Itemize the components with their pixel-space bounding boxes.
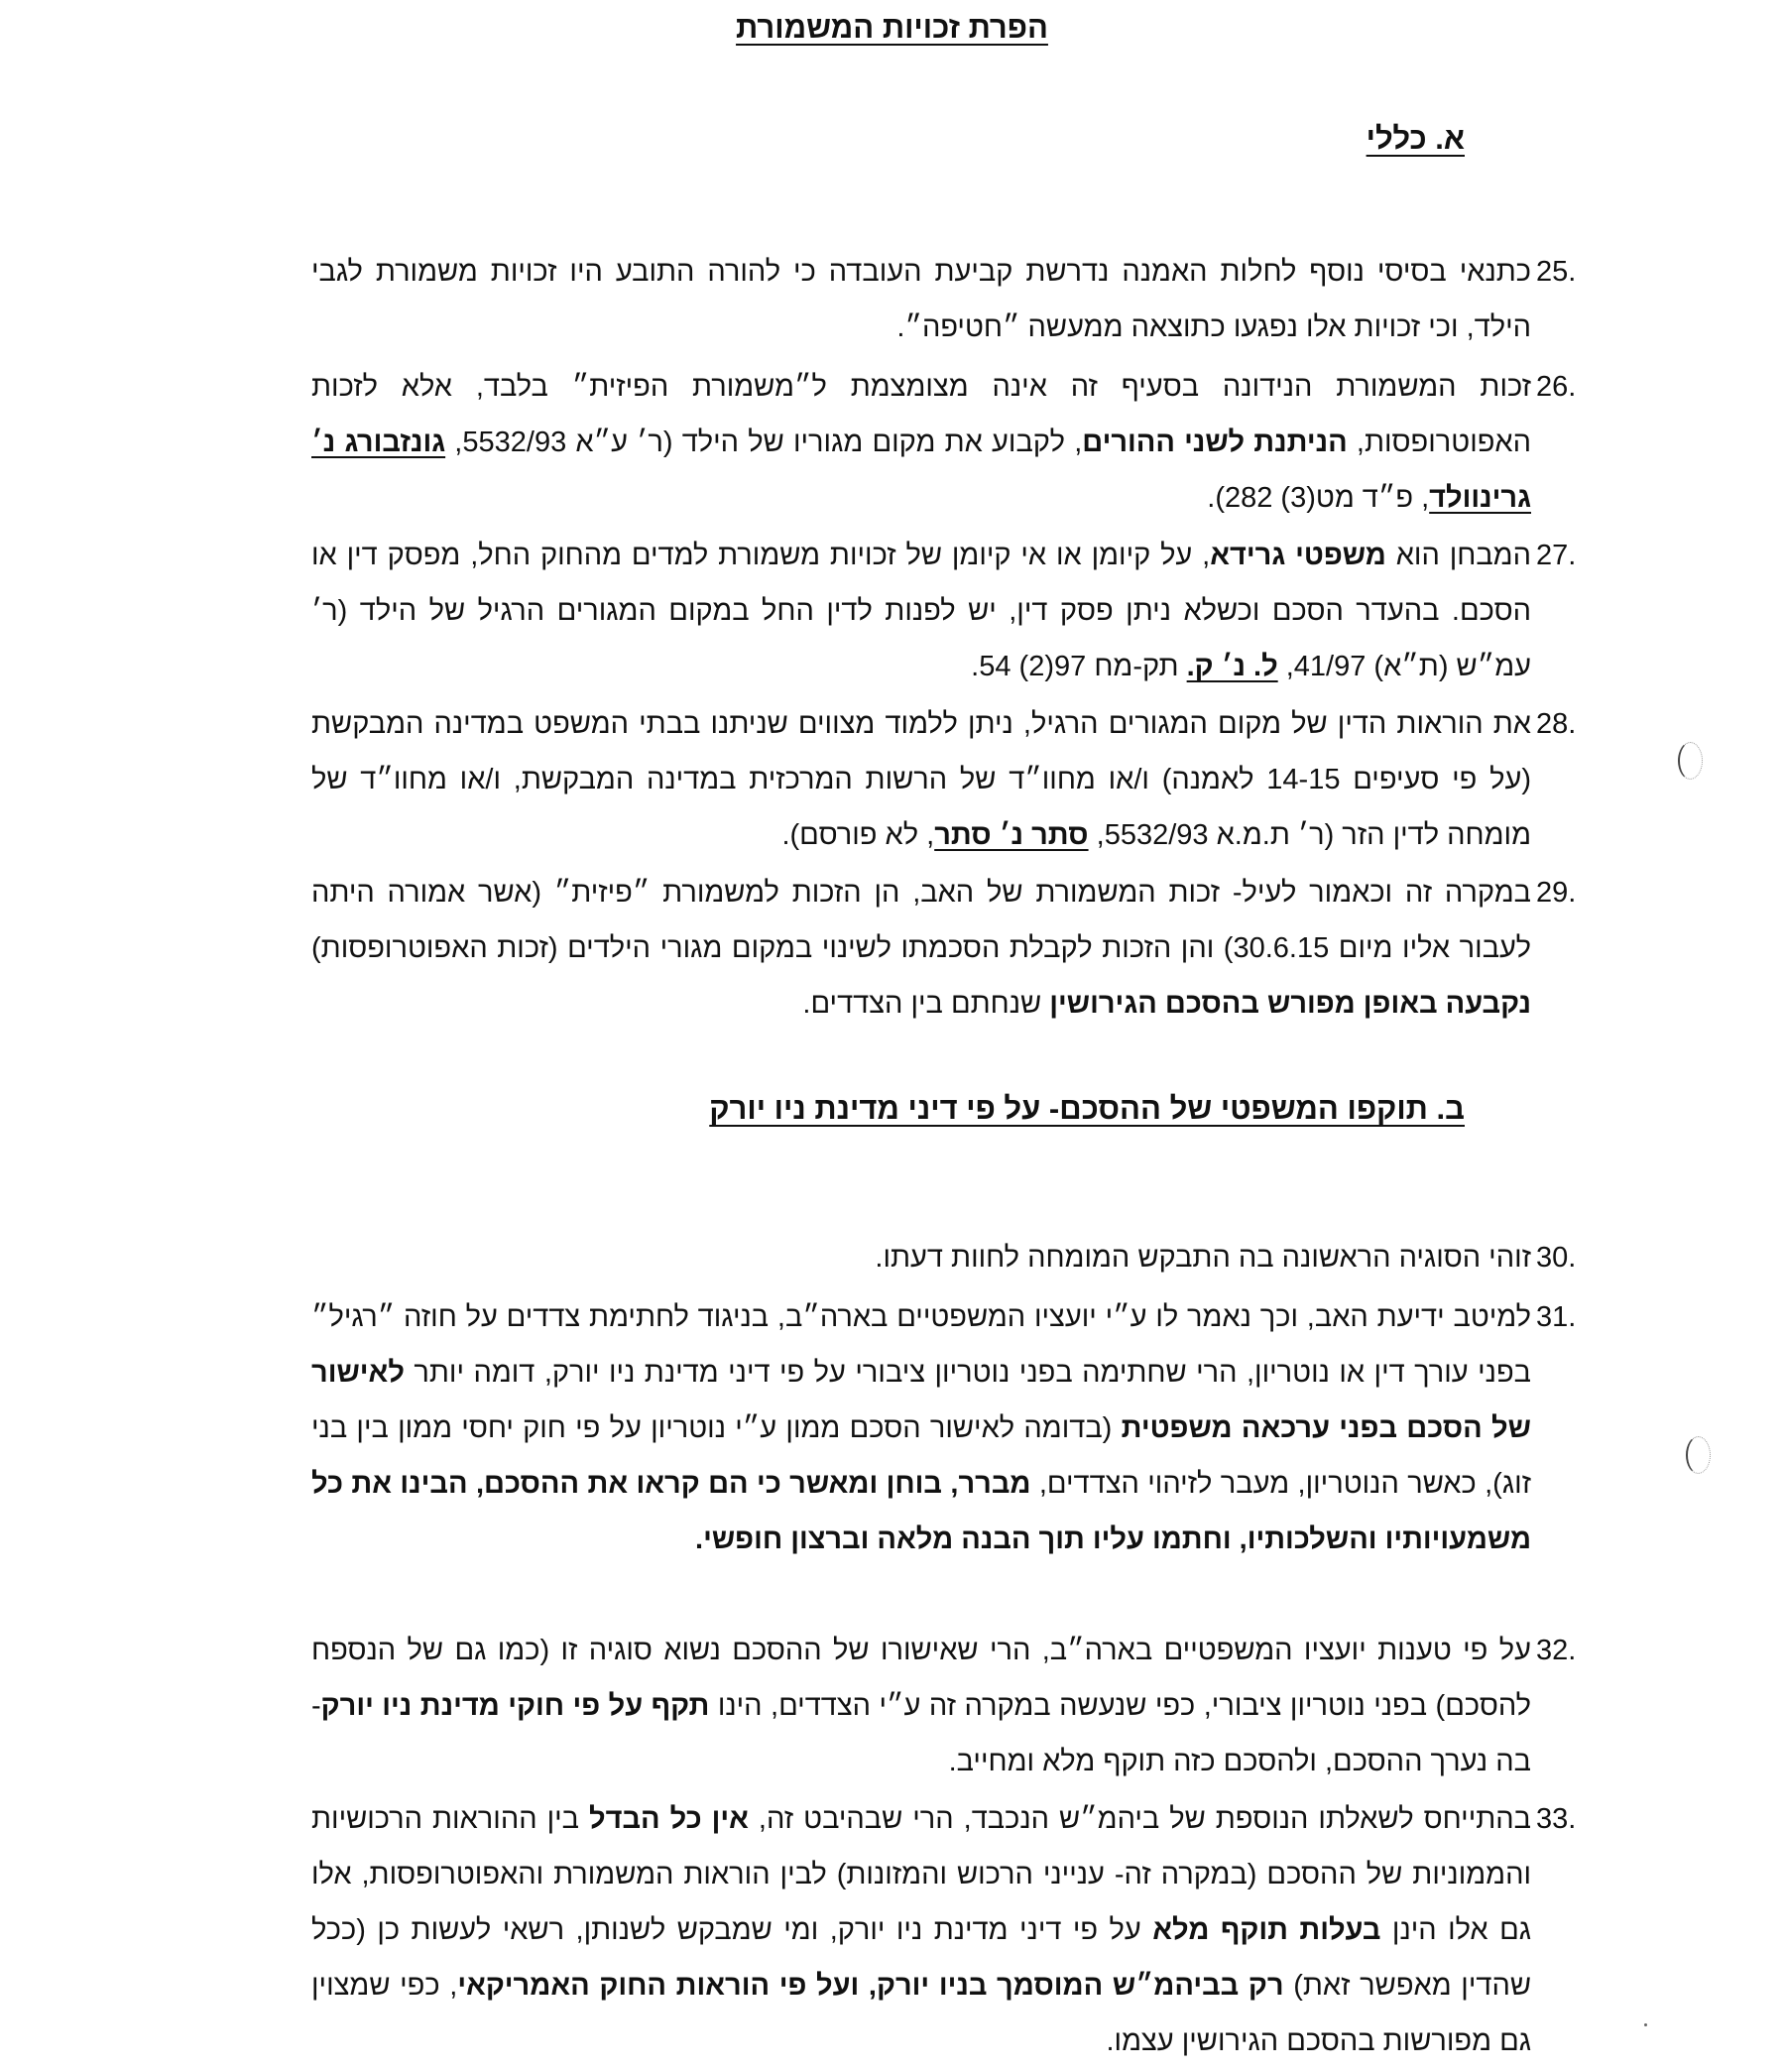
text-run: כתנאי בסיסי נוסף לחלות האמנה נדרשת קביעת העובדה כי להורה התובע היו זכויות משמורת לגבי הילד, וכי זכויות אלו נפגעו כתוצאה ממעשה ״חטיפה״. [311,256,1531,343]
paragraph-text [311,1791,1531,2069]
text-run: על פי דיני מדינת ניו יורק, ומי שמבקש לשנותן, רשאי לעשות כן (ככל שהדין מאפשר זאת) [311,1914,1531,2002]
case-citation: סתר נ׳ סתר [934,819,1089,851]
paragraph-29 [311,865,1577,1032]
paragraph-number: 29. [1536,877,1577,909]
paragraph-text [311,528,1531,694]
text-run: - בה נערך ההסכם, ולהסכם כזה תוקף מלא ומחייב. [311,1690,1531,1777]
paragraph-text [311,1623,1531,1789]
paragraph-28 [311,696,1577,863]
paragraph-text [311,1230,1531,1285]
text-run: בהתייחס לשאלתו הנוספת של ביהמ״ש הנכבד, הרי שבהיבט זה, [748,1803,1531,1835]
emphasized-text: הניתנת לשני ההורים [1082,427,1348,458]
section-heading-legal-validity: ב. תוקפו המשפטי של ההסכם- על פי דיני מדינת ניו יורק [709,1091,1465,1126]
emphasized-text: אין כל הבדל [588,1803,749,1835]
document-title: הפרת זכויות המשמורת [736,10,1048,45]
emphasized-text: משפטי גרידא [1210,540,1386,571]
scan-speck [1644,2023,1647,2026]
punch-hole-mark [1686,1436,1711,1474]
emphasized-text: לאישור של הסכם בפני ערכאה משפטית [311,1357,1531,1444]
text-run: למיטב ידיעת האב, וכך נאמר לו ע״י יועציו המשפטיים בארה״ב, בניגוד לחתימת צדדים על חוזה ״רגיל״ בפני עורך דין או נוטריון, הרי שחתימה בפני נוטריון ציבורי על פי דיני מדינת ניו יורק, דומה יותר [311,1301,1531,1389]
paragraph-number: 31. [1536,1301,1577,1333]
text-run: , פ״ד מט(3) 282). [1207,482,1430,514]
text-run: , על קיומן או אי קיומן של זכויות משמורת למדים מהחוק החל, מפסק דין או הסכם. בהעדר הסכם וכשלא ניתן פסק דין, יש לפנות לדין החל במקום המגורים הרגיל של הילד (ר׳ עמ״ש (ת״א) 41/97, [311,540,1531,682]
emphasized-text: בעלות תוקף מלא [1152,1914,1381,1946]
emphasized-text: תקף על פי חוקי מדינת ניו יורק [320,1690,710,1722]
text-run: שנחתם בין הצדדים. [802,988,1050,1020]
paragraph-26 [311,359,1577,526]
paragraph-text [311,359,1531,526]
paragraph-33 [311,1791,1577,2069]
emphasized-text: מברר, בוחן ומאשר כי הם קראו את ההסכם, הבינו את כל משמעויותיו והשלכותיו, וחתמו עליו תוך הבנה מלאה וברצון חופשי. [311,1468,1531,1555]
paragraph-number: 28. [1536,708,1577,740]
paragraph-27 [311,528,1577,694]
paragraph-text [311,244,1531,355]
paragraph-text [311,1289,1531,1567]
text-run: , כפי שמצוין גם מפורשות בהסכם הגירושין עצמו. [311,1970,1531,2057]
paragraph-31 [311,1289,1577,1567]
text-run: , לקבוע את מקום מגוריו של הילד (ר׳ ע״א 5532/93, [445,427,1083,458]
case-citation: ל. נ׳ ק. [1186,651,1278,682]
paragraph-30 [311,1230,1577,1285]
paragraph-25 [311,244,1577,355]
paragraph-text [311,696,1531,863]
paragraph-number: 27. [1536,540,1577,571]
paragraph-number: 33. [1536,1803,1577,1835]
text-run: המבחן הוא [1385,540,1531,571]
text-run: זוהי הסוגיה הראשונה בה התבקש המומחה לחוות דעתו. [875,1242,1531,1274]
text-run: על פי טענות יועציו המשפטיים בארה״ב, הרי שאישורו של ההסכם נשוא סוגיה זו (כמו גם של הנספח להסכם) בפני נוטריון ציבורי, כפי שנעשה במקרה זה ע״י הצדדים, הינו [311,1635,1531,1722]
paragraph-text [311,865,1531,1032]
paragraph-number: 26. [1536,371,1577,403]
punch-hole-mark [1678,742,1703,780]
text-run: במקרה זה וכאמור לעיל- זכות המשמורת של האב, הן הזכות למשמורת ״פיזית״ (אשר אמורה היתה לעבור אליו מיום 30.6.15) והן הזכות לקבלת הסכמתו לשינוי במקום מגורי הילדים (זכות האפוטרופסות) [311,877,1531,964]
paragraph-number: 25. [1536,256,1577,288]
text-run: זכות המשמורת הנידונה בסעיף זה אינה מצומצמת ל״משמורת הפיזית״ בלבד, אלא לזכות האפוטרופסות, [311,371,1531,458]
text-run: , לא פורסם). [781,819,935,851]
text-run: את הוראות הדין של מקום המגורים הרגיל, ניתן ללמוד מצווים שניתנו בבתי המשפט במדינה המבקשת (על פי סעיפים 14-15 לאמנה) ו/או מחוו״ד של הרשות המרכזית במדינה המבקשת, ו/או מחוו״ד של מומחה לדין הזר (ר׳ ת.מ.א 5532/93, [311,708,1532,851]
section-heading-general: א. כללי [1366,121,1465,156]
case-citation: גונזבורג נ׳ גרינוולד [311,427,1531,514]
paragraph-32 [311,1623,1577,1789]
text-run: (בדומה לאישור הסכם ממון ע״י נוטריון על פי חוק יחסי ממון בין בני זוג), כאשר הנוטריון, מעבר לזיהוי הצדדים, [311,1412,1532,1500]
text-run: תק-מח 97(2) 54. [971,651,1187,682]
paragraph-number: 32. [1536,1635,1577,1666]
text-run: בין ההוראות הרכושיות והממוניות של ההסכם (במקרה זה- ענייני הרכוש והמזונות) לבין הוראות המשמורת והאפוטרופסות, אלו גם אלו הינן [311,1803,1531,1946]
emphasized-text: נקבעה באופן מפורש בהסכם הגירושין [1049,988,1531,1020]
paragraph-number: 30. [1536,1242,1577,1274]
emphasized-text: רק בביהמ״ש המוסמך בניו יורק, ועל פי הוראות החוק האמריקאי [457,1970,1284,2002]
